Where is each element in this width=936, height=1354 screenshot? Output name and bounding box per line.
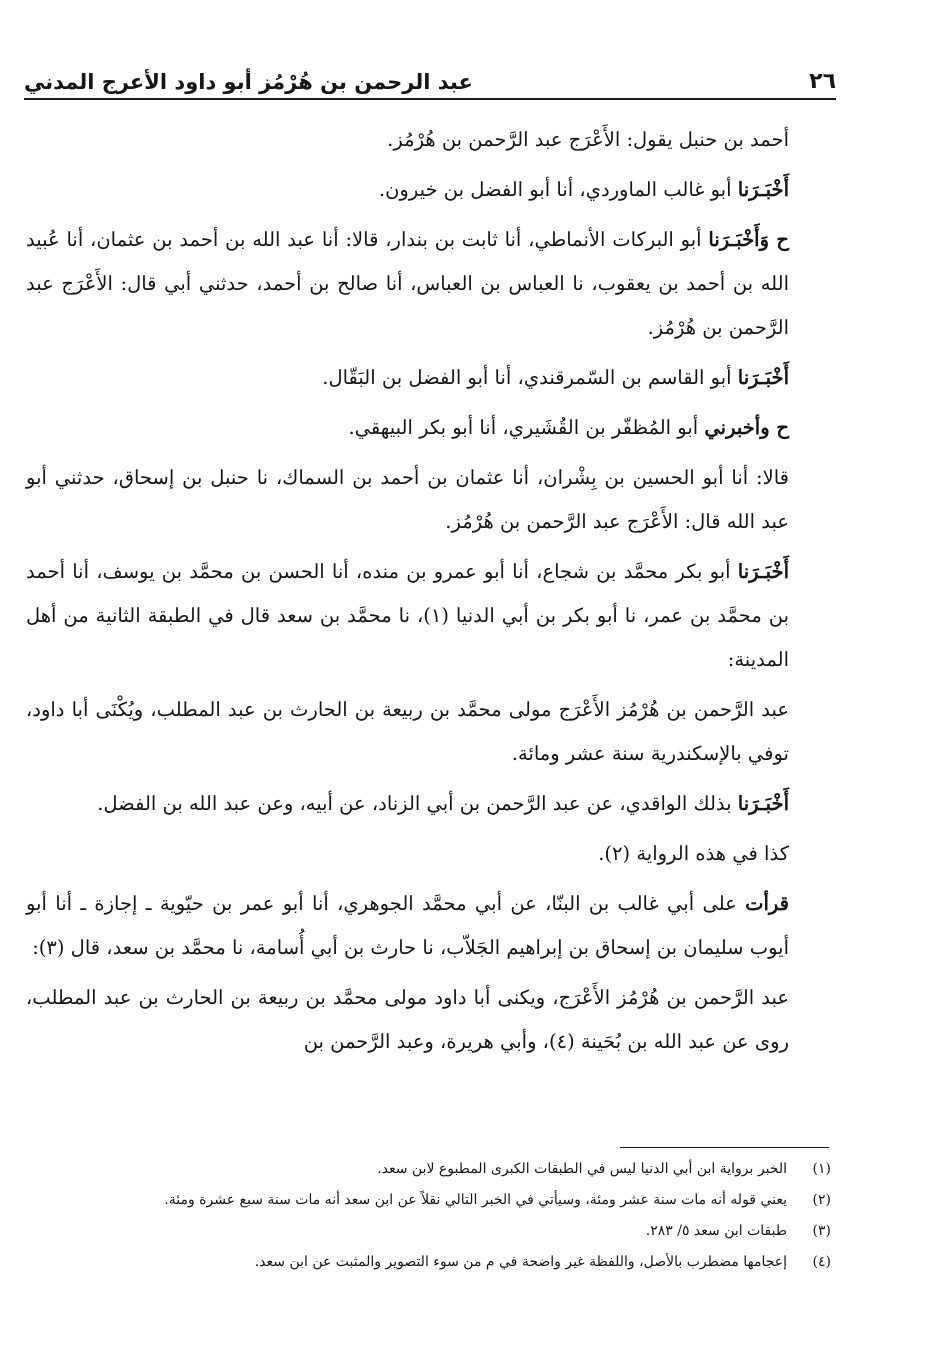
footnote <box>40 1154 831 1185</box>
footnote <box>40 1216 831 1247</box>
footnote-number: (٤) <box>812 1254 831 1270</box>
narration-keyword: أَخْبَـرَنا <box>737 560 789 583</box>
paragraph: أَخْبَـرَنا أبو غالب الماوردي، أنا أبو الفضل بن خيرون. <box>378 178 789 201</box>
paragraph: أَخْبَـرَنا أبو بكر محمَّد بن شجاع، أنا أبو عمرو بن منده، أنا الحسن بن محمَّد بن يوسف، أنا أحمد بن محمَّد بن عمر، نا أبو بكر بن أبي الدنيا (١)، نا محمَّد بن سعد قال في الطبقة الثانية من أهل المدينة: <box>26 560 789 671</box>
paragraph: قرأت على أبي غالب بن البنّا، عن أبي محمَّد الجوهري، أنا أبو عمر بن حيّوية ـ إجازة ـ أنا أبو أيوب سليمان بن إسحاق بن إبراهيم الجَلاّب، نا حارث بن أبي أُسامة، نا محمَّد بن سعد، قال (٣): <box>26 892 789 959</box>
narration-keyword: أَخْبَـرَنا <box>737 366 789 389</box>
paragraph: أَخْبَـرَنا أبو القاسم بن السّمرقندي، أنا أبو الفضل بن البَقّال. <box>322 366 789 389</box>
page-header <box>24 60 836 100</box>
paragraph: أحمد بن حنبل يقول: الأَعْرَج عبد الرَّحمن بن هُرْمُز. <box>387 128 789 151</box>
footnote-text: إعجامها مضطرب بالأصل، واللفظة غير واضحة في م من سوء التصوير والمثبت عن ابن سعد. <box>254 1254 787 1270</box>
narration-keyword: أَخْبَـرَنا <box>737 792 789 815</box>
paragraph: ح وأخبرني أبو المُظفّر بن القُشَيري، أنا أبو بكر البيهقي. <box>348 416 789 439</box>
running-title: عبد الرحمن بن هُرْمُز أبو داود الأعرج المدني <box>24 70 473 94</box>
paragraph: كذا في هذه الرواية (٢). <box>598 842 789 865</box>
paragraph: ح وَأَخْبَـرَنا أبو البركات الأنماطي، أنا ثابت بن بندار، قالا: أنا عبد الله بن أحمد بن عثمان، أنا عُبيد الله بن أحمد بن يعقوب، نا العباس بن العباس، أنا صالح بن أحمد، حدثني أبي قال: الأَعْرَج عبد الرَّحمن بن هُرْمُز. <box>26 228 789 339</box>
footnote-text: طبقات ابن سعد ٥/ ٢٨٣. <box>645 1223 787 1239</box>
footnote-text: الخبر برواية ابن أبي الدنيا ليس في الطبقات الكبرى المطبوع لابن سعد. <box>377 1161 787 1177</box>
page-number: ٢٦ <box>809 69 836 94</box>
footnote-number: (٣) <box>812 1223 831 1239</box>
footnote <box>40 1247 831 1278</box>
narration-keyword: ح وَأَخْبَـرَنا <box>708 228 789 251</box>
footnote <box>40 1185 831 1216</box>
paragraph: عبد الرَّحمن بن هُرْمُز الأَعْرَج، ويكنى أبا داود مولى محمَّد بن ربيعة بن الحارث بن عبد المطلب، روى عن عبد الله بن بُحَينة (٤)، وأبي هريرة، وعبد الرَّحمن بن <box>26 986 789 1053</box>
narration-keyword: ح وأخبرني <box>704 416 789 439</box>
paragraph: قالا: أنا أبو الحسين بن بِشْران، أنا عثمان بن أحمد بن السماك، نا حنبل بن إسحاق، حدثني أبو عبد الله قال: الأَعْرَج عبد الرَّحمن بن هُرْمُز. <box>26 466 789 533</box>
paragraph: عبد الرَّحمن بن هُرْمُز الأَعْرَج مولى محمَّد بن ربيعة بن الحارث بن عبد المطلب، ويُكْنَى أبا داود، توفي بالإسكندرية سنة عشر ومائة. <box>26 698 789 765</box>
footnote-number: (٢) <box>812 1192 831 1208</box>
footnote-number: (١) <box>812 1161 831 1177</box>
footnote-separator <box>620 1147 829 1148</box>
paragraph: أَخْبَـرَنا بذلك الواقدي، عن عبد الرَّحمن بن أبي الزناد، عن أبيه، وعن عبد الله بن الفضل. <box>97 792 789 815</box>
narration-keyword: أَخْبَـرَنا <box>737 178 789 201</box>
footnote-text: يعني قوله أنه مات سنة عشر ومئة، وسيأتي في الخبر التالي نقلاً عن ابن سعد أنه مات سنة سبع عشرة ومئة. <box>164 1192 787 1208</box>
narration-keyword: قرأت <box>745 892 789 915</box>
footnotes <box>40 1154 831 1278</box>
main-text <box>26 118 831 1070</box>
